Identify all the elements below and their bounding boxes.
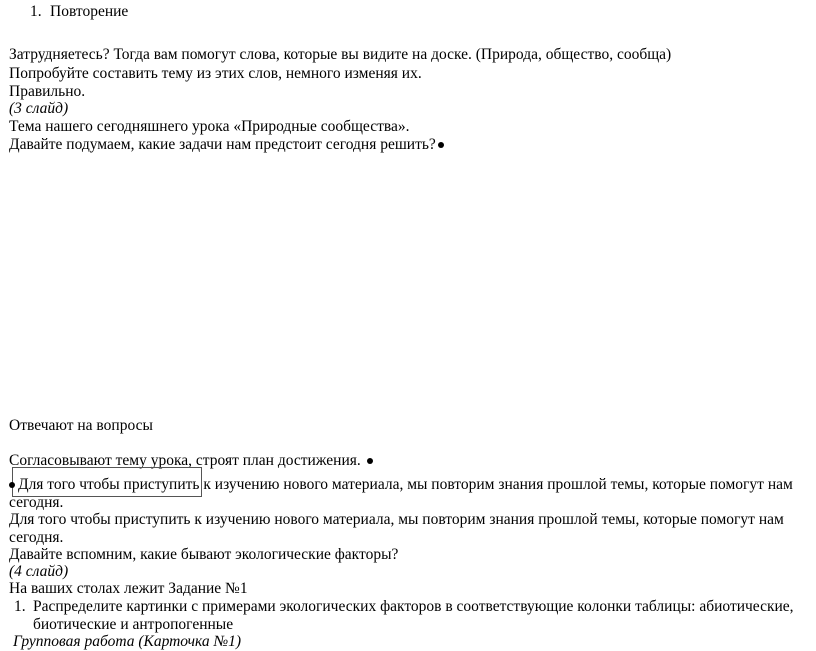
paragraph-2: Попробуйте составить тему из этих слов, немного изменяя их. [9,65,422,82]
bullet-dot-icon [9,482,15,488]
paragraph-11: Давайте вспомним, какие бывают экологические факторы? [9,546,399,563]
paragraph-8-text: Согласовывают тему урока, строят план достижения. [9,452,361,469]
list-item-1: Распределите картинки с примерами экологических факторов в соответствующие колонки таблицы: абиотические, [33,598,794,615]
paragraph-7: Отвечают на вопросы [9,417,153,434]
paragraph-6 [9,136,444,154]
paragraph-9-text: Для того чтобы приступить к изучению нового материала, мы повторим знания прошлой темы, которые помогут нам [18,476,793,493]
paragraph-5: Тема нашего сегодняшнего урока «Природные сообщества». [9,118,410,135]
slide-note-3: (3 слайд) [9,100,69,117]
bullet-dot-icon [367,458,373,464]
slide-note-4: (4 слайд) [9,563,69,580]
paragraph-13: На ваших столах лежит Задание №1 [9,580,248,597]
list-item-1-cont: биотические и антропогенные [33,616,234,633]
paragraph-6-text: Давайте подумаем, какие задачи нам предстоит сегодня решить? [9,136,436,153]
group-work-note: Групповая работа (Карточка №1) [13,633,242,650]
paragraph-10-cont: сегодня. [9,529,64,546]
heading: Повторение [50,3,129,20]
paragraph-9 [9,476,793,494]
list-item-number: 1. [14,598,26,615]
heading-number: 1. [30,3,42,20]
paragraph-10: Для того чтобы приступить к изучению нового материала, мы повторим знания прошлой темы, которые помогут нам [9,511,784,528]
paragraph-3: Правильно. [9,83,86,100]
bullet-dot-icon [438,142,444,148]
paragraph-1: Затрудняетесь? Тогда вам помогут слова, которые вы видите на доске. (Природа, общество, сообща) [9,46,672,63]
paragraph-9-cont: сегодня. [9,494,64,511]
